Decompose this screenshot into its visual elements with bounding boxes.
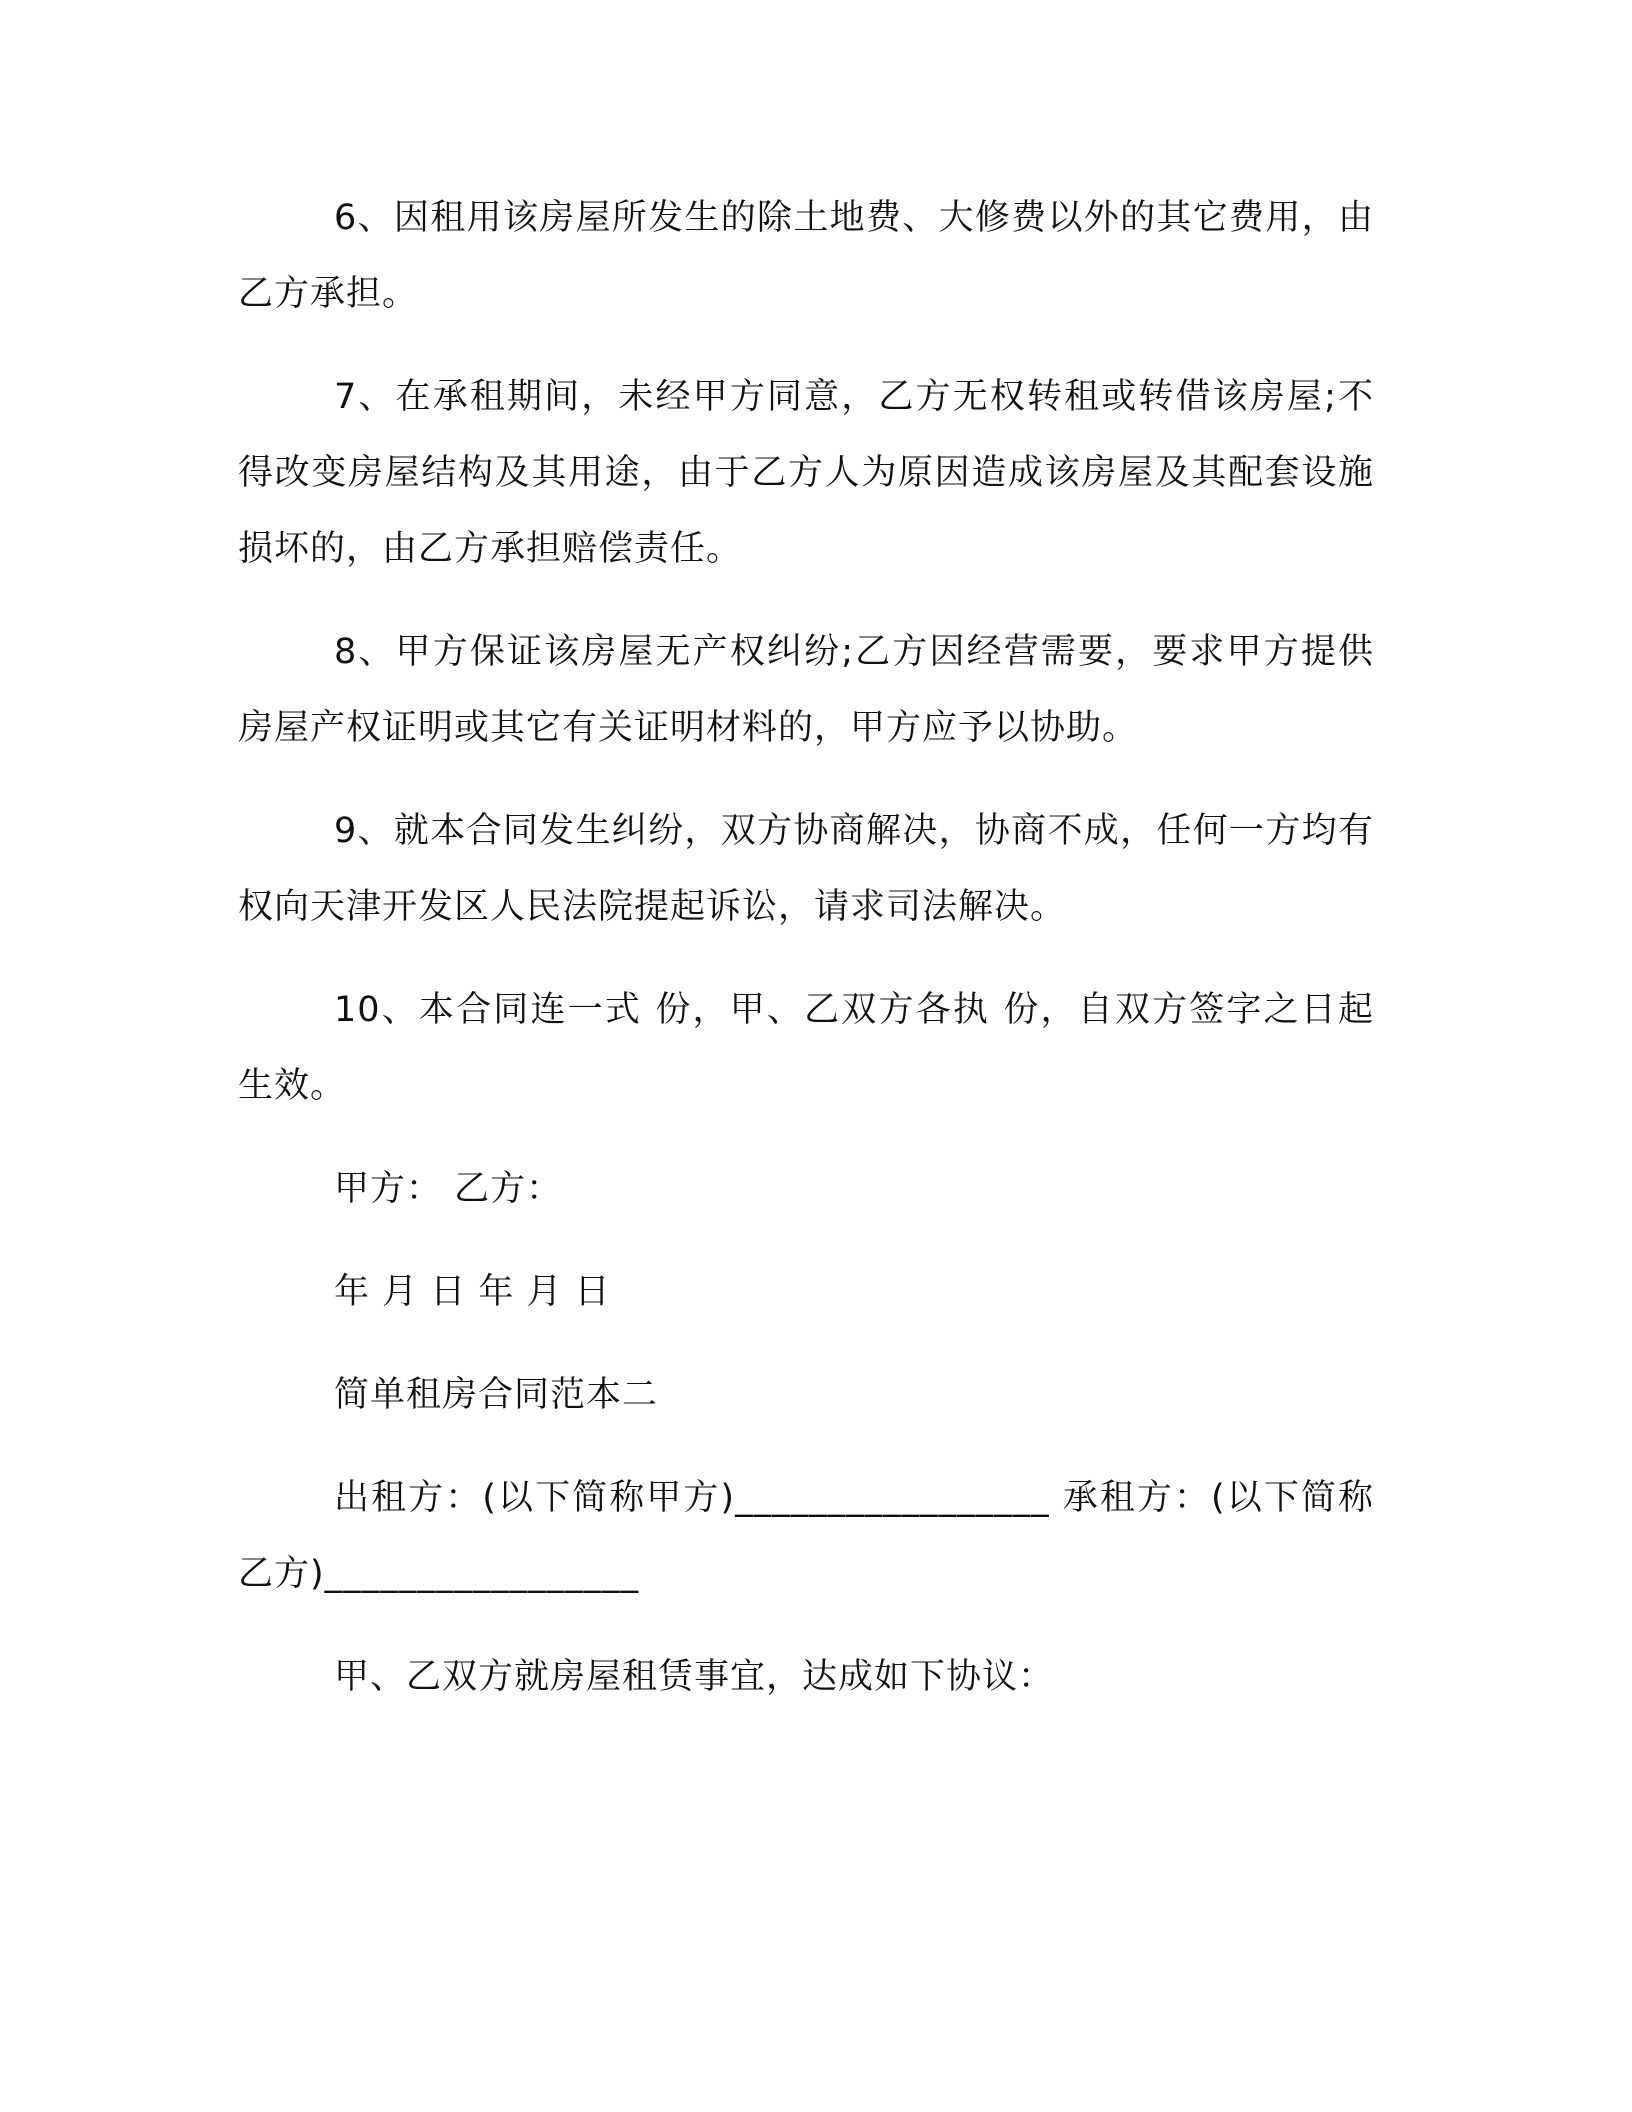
clause-9: 9、就本合同发生纠纷，双方协商解决，协商不成，任何一方均有权向天津开发区人民法院提起诉讼，请求司法解决。 [238,811,1374,927]
document-body [238,180,1374,1742]
clause-7: 7、在承租期间，未经甲方同意，乙方无权转租或转借该房屋;不得改变房屋结构及其用途，由于乙方人为原因造成该房屋及其配套设施损坏的，由乙方承担赔偿责任。 [238,377,1374,569]
clause-6: 6、因租用该房屋所发生的除土地费、大修费以外的其它费用，由乙方承担。 [238,198,1374,314]
section-title: 简单租房合同范本二 [334,1375,659,1415]
parties-line: 出租方：(以下简称甲方)_________________ 承租方：(以下简称乙方)_________________ [238,1478,1374,1594]
clause-10: 10、本合同连一式 份，甲、乙双方各执 份，自双方签字之日起生效。 [238,990,1374,1106]
clause-8: 8、甲方保证该房屋无产权纠纷;乙方因经营需要，要求甲方提供房屋产权证明或其它有关证明材料的，甲方应予以协助。 [238,632,1374,748]
signature-parties: 甲方： 乙方： [334,1169,563,1209]
agreement-intro: 甲、乙双方就房屋租赁事宜，达成如下协议： [334,1657,1055,1697]
signature-dates: 年 月 日 年 月 日 [334,1272,611,1312]
